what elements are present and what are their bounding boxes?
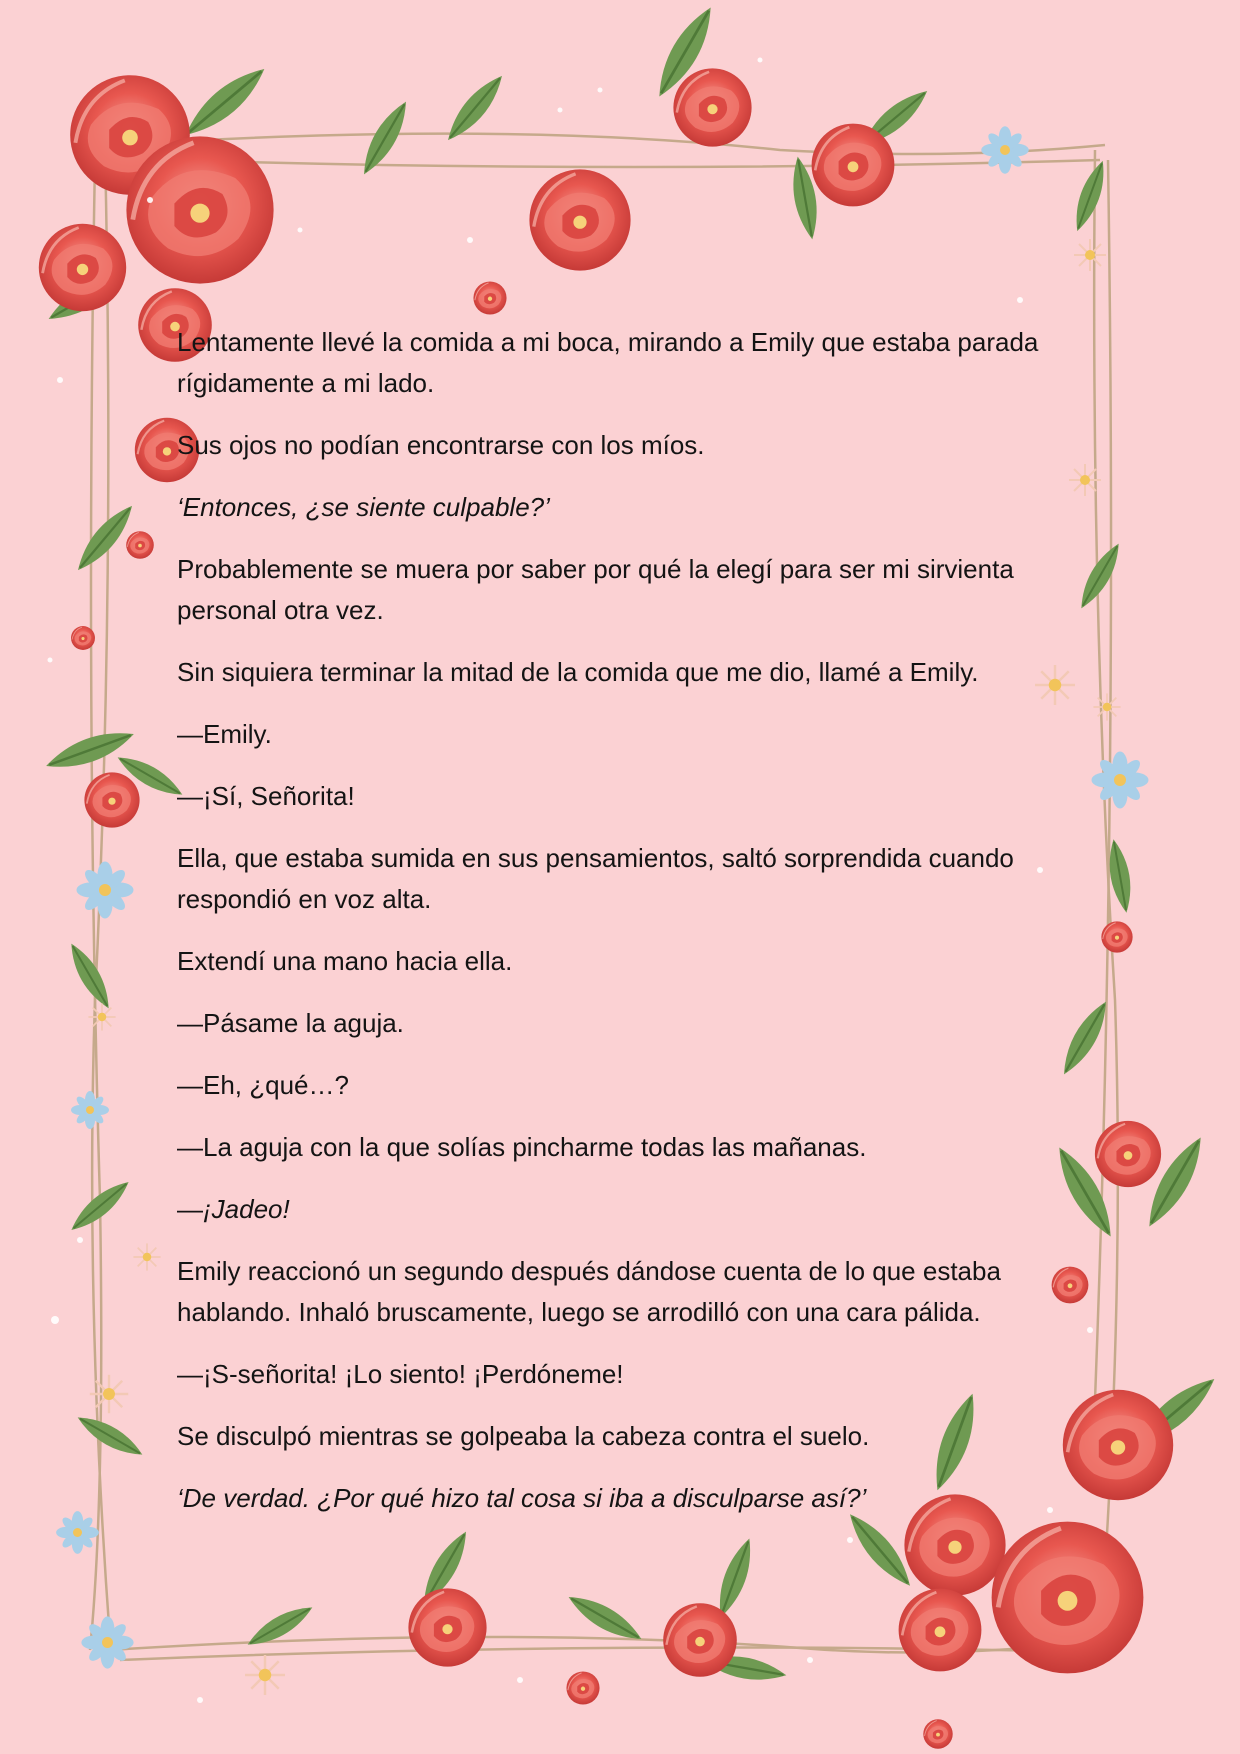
dialogue-line-gasp: —¡Jadeo!	[177, 1194, 290, 1224]
thought-paragraph: ‘Entonces, ¿se siente culpable?’	[177, 492, 550, 522]
paragraph: Sin siquiera terminar la mitad de la comida que me dio, llamé a Emily.	[177, 657, 979, 687]
paragraph: Lentamente llevé la comida a mi boca, mirando a Emily que estaba parada rígidamente a mi lado.	[177, 327, 1039, 398]
paragraph: Probablemente se muera por saber por qué la elegí para ser mi sirvienta personal otra vez.	[177, 554, 1014, 625]
paragraph: Emily reaccionó un segundo después dándose cuenta de lo que estaba hablando. Inhaló bruscamente, luego se arrodilló con una cara pálida.	[177, 1256, 1001, 1327]
paragraph: Sus ojos no podían encontrarse con los míos.	[177, 430, 705, 460]
dialogue-line: —¡Sí, Señorita!	[177, 781, 355, 811]
dialogue-line: —Emily.	[177, 719, 272, 749]
paragraph: Se disculpó mientras se golpeaba la cabeza contra el suelo.	[177, 1421, 870, 1451]
story-text	[177, 322, 1077, 1540]
dialogue-line: —¡S-señorita! ¡Lo siento! ¡Perdóneme!	[177, 1359, 624, 1389]
paragraph: Extendí una mano hacia ella.	[177, 946, 513, 976]
gasp-italic: ¡Jadeo!	[203, 1194, 290, 1224]
paragraph: Ella, que estaba sumida en sus pensamientos, saltó sorprendida cuando respondió en voz alta.	[177, 843, 1014, 914]
thought-paragraph: ‘De verdad. ¿Por qué hizo tal cosa si iba a disculparse así?’	[177, 1483, 867, 1513]
dialogue-line: —Eh, ¿qué…?	[177, 1070, 349, 1100]
dialogue-line: —Pásame la aguja.	[177, 1008, 404, 1038]
dialogue-line: —La aguja con la que solías pincharme todas las mañanas.	[177, 1132, 867, 1162]
